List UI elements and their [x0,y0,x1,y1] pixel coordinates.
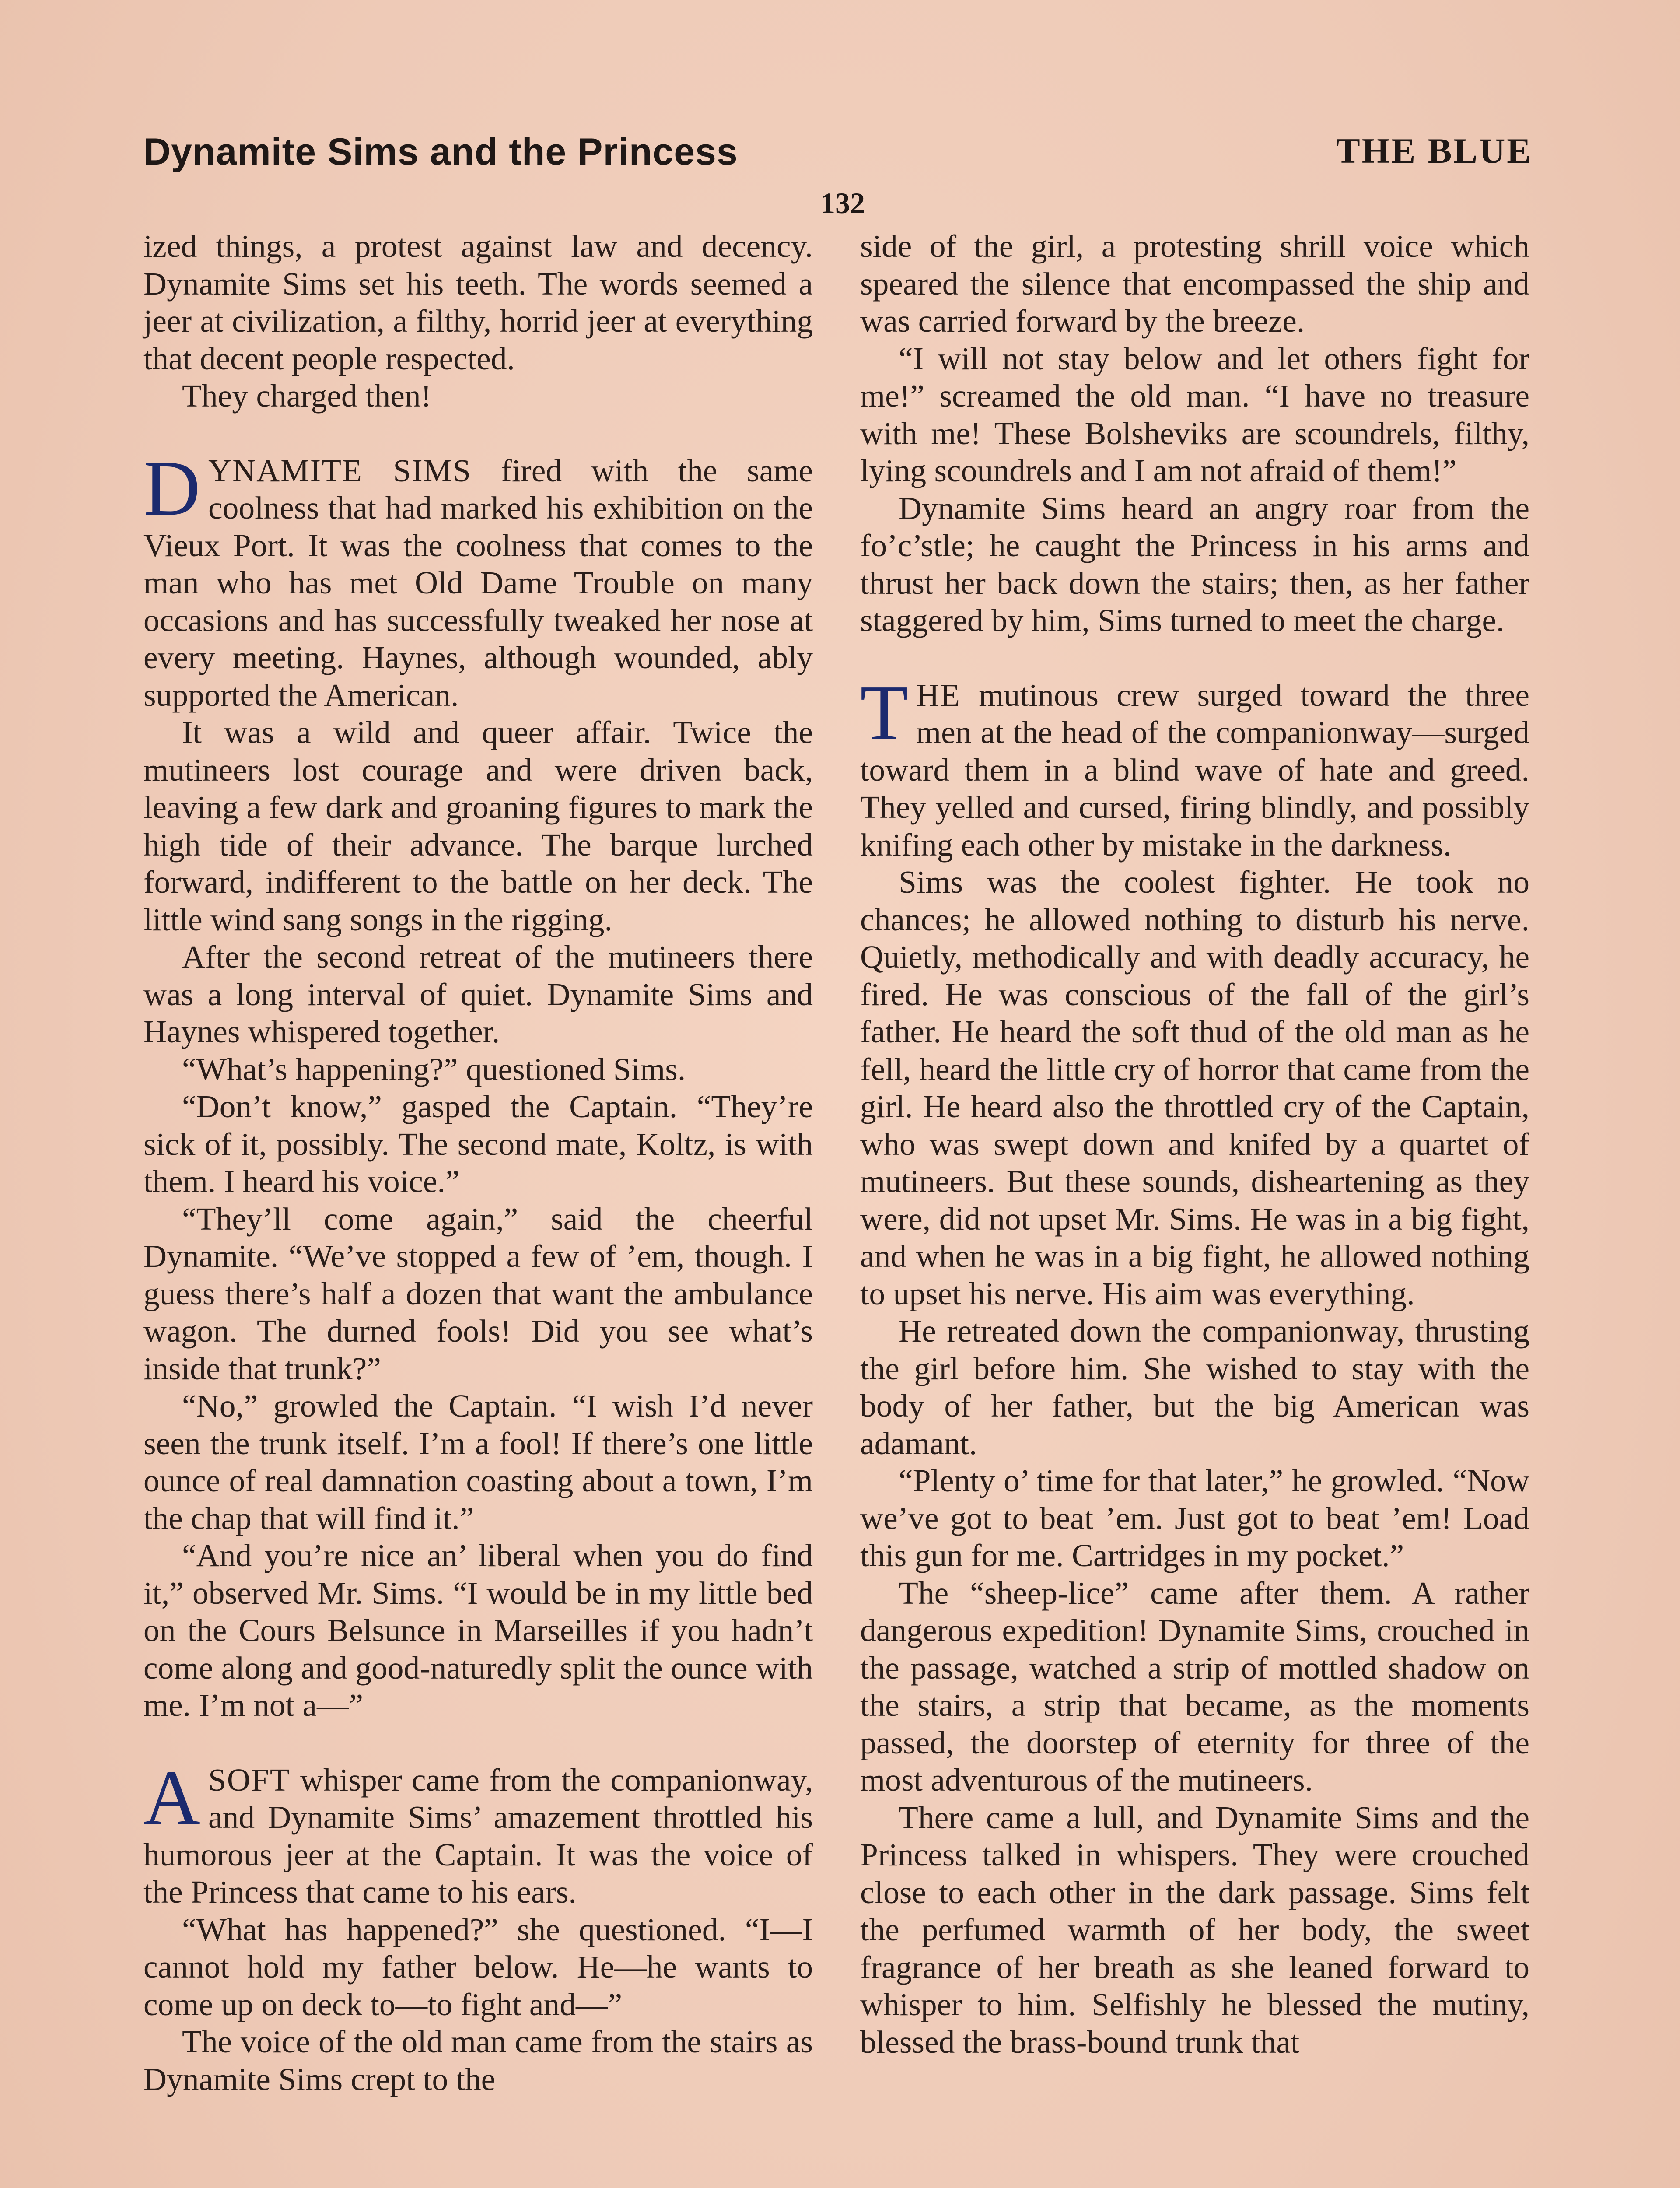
paragraph: ized things, a protest against law and decency. Dynamite Sims set his teeth. The words seemed a jeer at civilization, a filthy, horrid jeer at everything that decent people respected. [144,228,813,376]
text-column-left [144,228,813,2098]
paragraph: After the second retreat of the mutineers there was a long interval of quiet. Dynamite Sims and Haynes whispered together. [144,939,813,1049]
drop-cap: T [860,669,908,756]
section-paragraph [144,1753,813,1911]
running-title-magazine: THE BLUE [1336,131,1533,171]
drop-cap: A [144,1753,200,1841]
paragraph: “What has happened?” she questioned. “I—I cannot hold my father below. He—he wants to come up on deck to—to fight and—” [144,1911,813,2022]
paragraph: The “sheep-lice” came after them. A rather dangerous expedition! Dynamite Sims, crouched in the passage, watched a strip of mottled shadow on the stairs, a strip that became, as the moments passed, the doorstep of eternity for three of the most adventurous of the mutineers. [860,1575,1530,1798]
text-column-right [860,228,1530,2061]
paragraph-text: whisper came from the companionway, and Dynamite Sims’ amazement throttled his humorous jeer at the Captain. It was the voice of the Princess that came to his ears. [144,1762,813,1910]
paragraph: “And you’re nice an’ liberal when you do find it,” observed Mr. Sims. “I would be in my little bed on the Cours Belsunce in Marseilles if you hadn’t come along and good-naturedly split the ounce with me. I’m not a—” [144,1538,813,1723]
paragraph: It was a wild and queer affair. Twice the mutineers lost courage and were driven back, leaving a few dark and groaning figures to mark the high tide of their advance. The barque lurched forward, indifferent to the battle on her deck. The little wind sang songs in the rigging. [144,715,813,937]
paragraph: “Plenty o’ time for that later,” he growled. “Now we’ve got to beat ’em. Just got to beat ’em! Load this gun for me. Cartridges in my pocket.” [860,1463,1530,1573]
running-title-story: Dynamite Sims and the Princess [144,131,738,173]
paragraph: He retreated down the companionway, thrusting the girl before him. She wished to stay with the body of her father, but the big American was adamant. [860,1313,1530,1461]
paragraph: “Don’t know,” gasped the Captain. “They’re sick of it, possibly. The second mate, Koltz, is with them. I heard his voice.” [144,1089,813,1199]
paragraph: “What’s happening?” questioned Sims. [182,1051,686,1087]
drop-cap: D [144,444,200,532]
lead-in: SOFT [208,1762,290,1798]
paragraph-text: mutinous crew surged toward the three men at the head of the companionway—surged toward them in a blind wave of hate and greed. They yelled and cursed, firing blindly, and possibly knifing each other by mistake in the darkness. [860,677,1530,863]
paragraph: “They’ll come again,” said the cheerful Dynamite. “We’ve stopped a few of ’em, though. I guess there’s half a dozen that want the ambulance wagon. The durned fools! Did you see what’s inside that trunk?” [144,1201,813,1386]
paragraph: side of the girl, a protesting shrill voice which speared the silence that encompassed the ship and was carried forward by the breeze. [860,228,1530,339]
section-paragraph [860,669,1530,864]
paragraph: “No,” growled the Captain. “I wish I’d never seen the trunk itself. I’m a fool! If there’s one little ounce of real damnation coasting about a town, I’m the chap that will find it.” [144,1388,813,1536]
paragraph: There came a lull, and Dynamite Sims and the Princess talked in whispers. They were crouched close to each other in the dark passage. Sims felt the perfumed warmth of her body, the sweet fragrance of her breath as she leaned forward to whisper to him. Selfishly he blessed the mutiny, blessed the brass-bound trunk that [860,1799,1530,2060]
lead-in: HE [916,677,961,713]
page-number: 132 [820,186,865,220]
paragraph-text: fired with the same coolness that had marked his exhibition on the Vieux Port. It was the coolness that comes to the man who has met Old Dame Trouble on many occasions and has successfully tweaked her nose at every meeting. Haynes, although wounded, ably supported the American. [144,452,813,713]
paragraph: They charged then! [182,378,432,414]
section-paragraph [144,444,813,714]
paragraph: Dynamite Sims heard an angry roar from the fo’c’stle; he caught the Princess in his arms and thrust her back down the stairs; then, as her father staggered by him, Sims turned to meet the charge. [860,490,1530,638]
paragraph: The voice of the old man came from the stairs as Dynamite Sims crept to the [144,2024,813,2097]
paragraph: Sims was the coolest fighter. He took no chances; he allowed nothing to disturb his nerve. Quietly, methodically and with deadly accuracy, he fired. He was conscious of the fall of the girl’s father. He heard the soft thud of the old man as he fell, heard the little cry of horror that came from the girl. He heard also the throttled cry of the Captain, who was swept down and knifed by a quartet of mutineers. But these sounds, disheartening as they were, did not upset Mr. Sims. He was in a big fight, and when he was in a big fight, he allowed nothing to upset his nerve. His aim was everything. [860,864,1530,1311]
lead-in: YNAMITE SIMS [208,452,472,488]
paragraph: “I will not stay below and let others fight for me!” screamed the old man. “I have no treasure with me! These Bolsheviks are scoundrels, filthy, lying scoundrels and I am not afraid of them!” [860,340,1530,488]
